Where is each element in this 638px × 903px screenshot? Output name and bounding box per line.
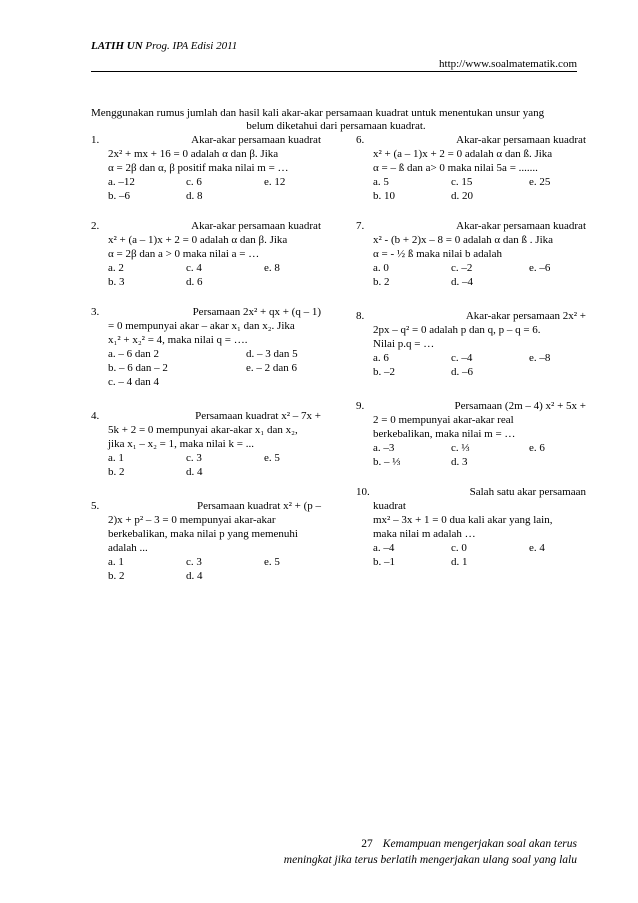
answer-option: a. 1 — [108, 452, 124, 464]
answer-option: a. 2 — [108, 262, 124, 274]
question-number: 6. — [356, 134, 365, 146]
questions-right-column — [356, 133, 586, 569]
answer-options — [356, 175, 586, 203]
answer-option: d. –6 — [451, 366, 473, 378]
question-number: 1. — [91, 134, 100, 146]
answer-options — [91, 347, 321, 389]
question-head: Persamaan 2x² + qx + (q – 1) — [192, 306, 321, 318]
question-item — [91, 133, 321, 203]
answer-options — [356, 351, 586, 379]
question-item — [91, 499, 321, 583]
answer-option: b. – ⅓ — [373, 456, 401, 468]
answer-option: e. 5 — [264, 452, 280, 464]
question-line: 2px – q² = 0 adalah p dan q, p – q = 6. — [373, 324, 541, 336]
question-line: jika x₁ – x₂ = 1, maka nilai k = ... — [108, 438, 254, 450]
answer-option: c. 4 — [186, 262, 202, 274]
answer-option: e. 8 — [264, 262, 280, 274]
header-program: Prog. IPA Edisi 2011 — [145, 40, 238, 52]
answer-option: c. 3 — [186, 452, 202, 464]
question-line: Nilai p.q = … — [373, 338, 435, 350]
answer-options — [91, 555, 321, 583]
answer-option: c. ⅓ — [451, 442, 470, 454]
answer-option: b. 2 — [373, 276, 390, 288]
header-series: LATIH UN — [91, 40, 143, 52]
question-head: Akar-akar persamaan kuadrat — [456, 134, 586, 146]
question-item — [356, 309, 586, 379]
question-head: Akar-akar persamaan kuadrat — [191, 134, 321, 146]
question-line: mx² – 3x + 1 = 0 dua kali akar yang lain, — [373, 514, 553, 526]
answer-options — [91, 175, 321, 203]
answer-option: d. 1 — [451, 556, 468, 568]
question-item — [91, 305, 321, 389]
question-item — [356, 219, 586, 289]
question-item — [91, 409, 321, 479]
question-number: 10. — [356, 486, 370, 498]
answer-option: c. – 4 dan 4 — [108, 376, 160, 388]
answer-option: e. –8 — [529, 352, 551, 364]
answer-options — [356, 441, 586, 469]
questions-left-column — [91, 133, 321, 583]
question-number: 4. — [91, 410, 100, 422]
answer-option: b. 3 — [108, 276, 125, 288]
question-line: x² + (a – 1)x + 2 = 0 adalah α dan β. Jika — [108, 234, 288, 246]
answer-option: b. –6 — [108, 190, 130, 202]
answer-option: a. – 6 dan 2 — [108, 348, 160, 360]
answer-option: d. 4 — [186, 466, 203, 478]
footer-line-2: meningkat jika terus berlatih mengerjakan ulang soal yang lalu — [283, 854, 577, 866]
answer-option: b. – 6 dan – 2 — [108, 362, 168, 374]
answer-option: b. 2 — [108, 466, 125, 478]
answer-option: a. 0 — [373, 262, 389, 274]
header-url[interactable]: http://www.soalmatematik.com — [439, 58, 577, 70]
question-line: 2 = 0 mempunyai akar-akar real — [373, 414, 514, 426]
answer-option: d. – 3 dan 5 — [246, 348, 298, 360]
question-line: 2)x + p² – 3 = 0 mempunyai akar-akar — [108, 514, 276, 526]
question-line: x² + (a – 1)x + 2 = 0 adalah α dan ß. Jika — [373, 148, 553, 160]
question-item — [356, 399, 586, 469]
answer-option: d. 3 — [451, 456, 468, 468]
footer — [284, 836, 577, 868]
answer-options — [356, 541, 586, 569]
question-line: x² - (b + 2)x – 8 = 0 adalah α dan ß . Jika — [373, 234, 554, 246]
question-head: Akar-akar persamaan kuadrat — [191, 220, 321, 232]
question-line: α = – ß dan a> 0 maka nilai 5a = ....... — [373, 162, 538, 174]
footer-line-1: Kemampuan mengerjakan soal akan terus — [382, 838, 577, 850]
intro-line-1: Menggunakan rumus jumlah dan hasil kali akar-akar persamaan kuadrat untuk menentukan unsur yang — [91, 107, 545, 119]
answer-option: c. –2 — [451, 262, 473, 274]
header-rule — [91, 71, 577, 72]
question-head: Persamaan kuadrat x² + (p – — [196, 500, 321, 512]
question-line: adalah ... — [108, 542, 148, 554]
answer-option: e. 12 — [264, 176, 286, 188]
question-number: 9. — [356, 400, 365, 412]
question-item — [356, 485, 586, 569]
intro-line-2: belum diketahui dari persamaan kuadrat. — [246, 120, 426, 132]
intro-text — [91, 107, 581, 133]
answer-option: b. –1 — [373, 556, 395, 568]
answer-option: e. 25 — [529, 176, 551, 188]
question-line: x₁² + x₂² = 4, maka nilai q = …. — [108, 334, 248, 346]
question-line: = 0 mempunyai akar – akar x₁ dan x₂. Jika — [108, 320, 295, 332]
answer-option: d. –4 — [451, 276, 473, 288]
answer-option: a. –12 — [108, 176, 135, 188]
answer-option: a. 6 — [373, 352, 389, 364]
answer-option: d. 4 — [186, 570, 203, 582]
question-item — [356, 133, 586, 203]
question-head: Akar-akar persamaan 2x² + — [465, 310, 586, 322]
answer-option: c. 0 — [451, 542, 467, 554]
answer-option: d. 8 — [186, 190, 203, 202]
question-number: 5. — [91, 500, 100, 512]
question-number: 2. — [91, 220, 100, 232]
answer-option: b. –2 — [373, 366, 395, 378]
question-head: Persamaan kuadrat x² – 7x + — [195, 410, 321, 422]
question-line: berkebalikan, maka nilai m = … — [373, 428, 516, 440]
answer-option: d. 6 — [186, 276, 203, 288]
answer-option: b. 2 — [108, 570, 125, 582]
answer-option: a. –4 — [373, 542, 395, 554]
question-line: α = 2β dan a > 0 maka nilai a = … — [108, 248, 260, 260]
header-title — [91, 40, 237, 52]
answer-option: d. 20 — [451, 190, 473, 202]
answer-options — [91, 451, 321, 479]
answer-options — [91, 261, 321, 289]
question-line: α = 2β dan α, β positif maka nilai m = … — [108, 162, 289, 174]
question-line: kuadrat — [373, 500, 406, 512]
answer-options — [356, 261, 586, 289]
question-line: 2x² + mx + 16 = 0 adalah α dan β. Jika — [108, 148, 279, 160]
answer-option: e. – 2 dan 6 — [246, 362, 298, 374]
answer-option: c. 15 — [451, 176, 473, 188]
question-line: α = - ½ ß maka nilai b adalah — [373, 248, 502, 260]
answer-option: b. 10 — [373, 190, 395, 202]
question-number: 8. — [356, 310, 365, 322]
answer-option: a. 1 — [108, 556, 124, 568]
question-head: Persamaan (2m – 4) x² + 5x + — [454, 400, 586, 412]
answer-option: e. –6 — [529, 262, 551, 274]
answer-option: a. –3 — [373, 442, 395, 454]
question-number: 3. — [91, 306, 100, 318]
answer-option: c. 3 — [186, 556, 202, 568]
answer-option: c. –4 — [451, 352, 473, 364]
answer-option: e. 5 — [264, 556, 280, 568]
answer-option: c. 6 — [186, 176, 202, 188]
question-line: berkebalikan, maka nilai p yang memenuhi — [108, 528, 298, 540]
page-number: 27 — [361, 838, 373, 850]
answer-option: e. 6 — [529, 442, 545, 454]
question-number: 7. — [356, 220, 365, 232]
question-head: Salah satu akar persamaan — [469, 486, 586, 498]
question-line: 5k + 2 = 0 mempunyai akar-akar x₁ dan x₂, — [108, 424, 298, 436]
question-item — [91, 219, 321, 289]
answer-option: e. 4 — [529, 542, 545, 554]
question-head: Akar-akar persamaan kuadrat — [456, 220, 586, 232]
question-line: maka nilai m adalah … — [373, 528, 476, 540]
answer-option: a. 5 — [373, 176, 389, 188]
